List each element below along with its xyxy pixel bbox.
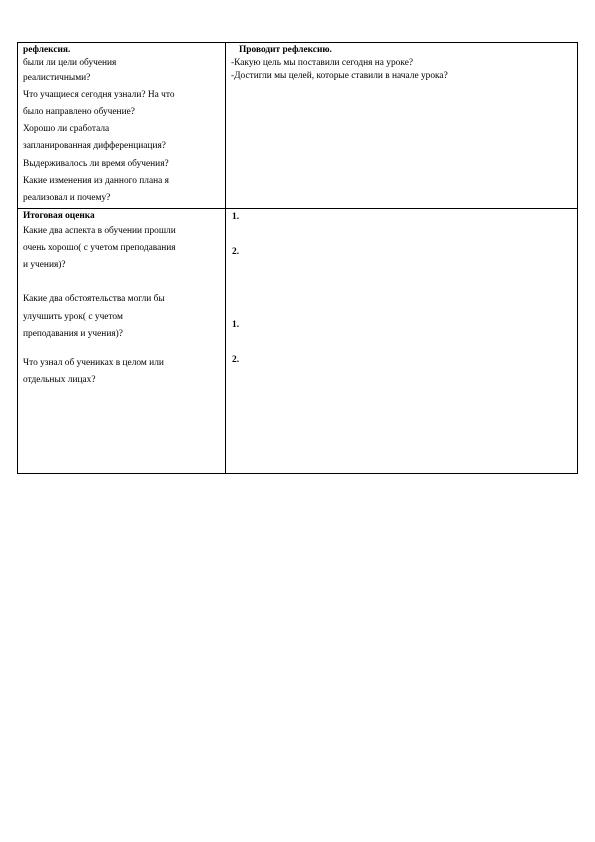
reflection-line: Какие изменения из данного плана я xyxy=(23,175,169,186)
question-line: Что узнал об учениках в целом или xyxy=(23,358,164,369)
reflection-line: Что учащиеся сегодня узнали? На что xyxy=(23,89,175,100)
reflection-teacher-line: -Какую цель мы поставили сегодня на уроке? xyxy=(231,58,414,68)
list-number: 2. xyxy=(232,247,240,257)
reflection-heading: рефлексия. xyxy=(23,45,71,55)
reflection-row xyxy=(18,43,577,209)
reflection-line: реализовал и почему? xyxy=(23,193,111,204)
reflection-line: были ли цели обучения xyxy=(23,57,117,68)
reflection-line: запланированная дифференциация? xyxy=(23,141,166,152)
question-line: и учения)? xyxy=(23,260,66,271)
final-assessment-row xyxy=(18,209,577,474)
reflection-teacher-line: -Достигли мы целей, которые ставили в начале урока? xyxy=(231,70,448,81)
reflection-teacher-heading: Проводит рефлексию. xyxy=(239,45,332,55)
reflection-left-cell xyxy=(18,43,226,208)
reflection-line: Выдерживалось ли время обучения? xyxy=(23,158,169,169)
list-number: 1. xyxy=(232,212,240,222)
final-assessment-right-cell xyxy=(226,209,577,474)
list-number: 2. xyxy=(232,355,240,365)
list-number: 1. xyxy=(232,320,240,330)
reflection-right-cell xyxy=(226,43,577,208)
reflection-line: реалистичными? xyxy=(23,72,91,83)
question-line: Какие два аспекта в обучении прошли xyxy=(23,225,176,236)
reflection-line: Хорошо ли сработала xyxy=(23,124,110,135)
question-line: очень хорошо( с учетом преподавания xyxy=(23,243,176,253)
question-line: преподавания и учения)? xyxy=(23,328,123,339)
reflection-line: было направлено обучение? xyxy=(23,107,135,117)
final-assessment-left-cell xyxy=(18,209,226,474)
lesson-table xyxy=(17,42,578,474)
question-line: отдельных лицах? xyxy=(23,375,96,386)
final-assessment-heading: Итоговая оценка xyxy=(23,211,95,221)
question-line: Какие два обстоятельства могли бы xyxy=(23,294,165,305)
question-line: улучшить урок( с учетом xyxy=(23,311,123,322)
